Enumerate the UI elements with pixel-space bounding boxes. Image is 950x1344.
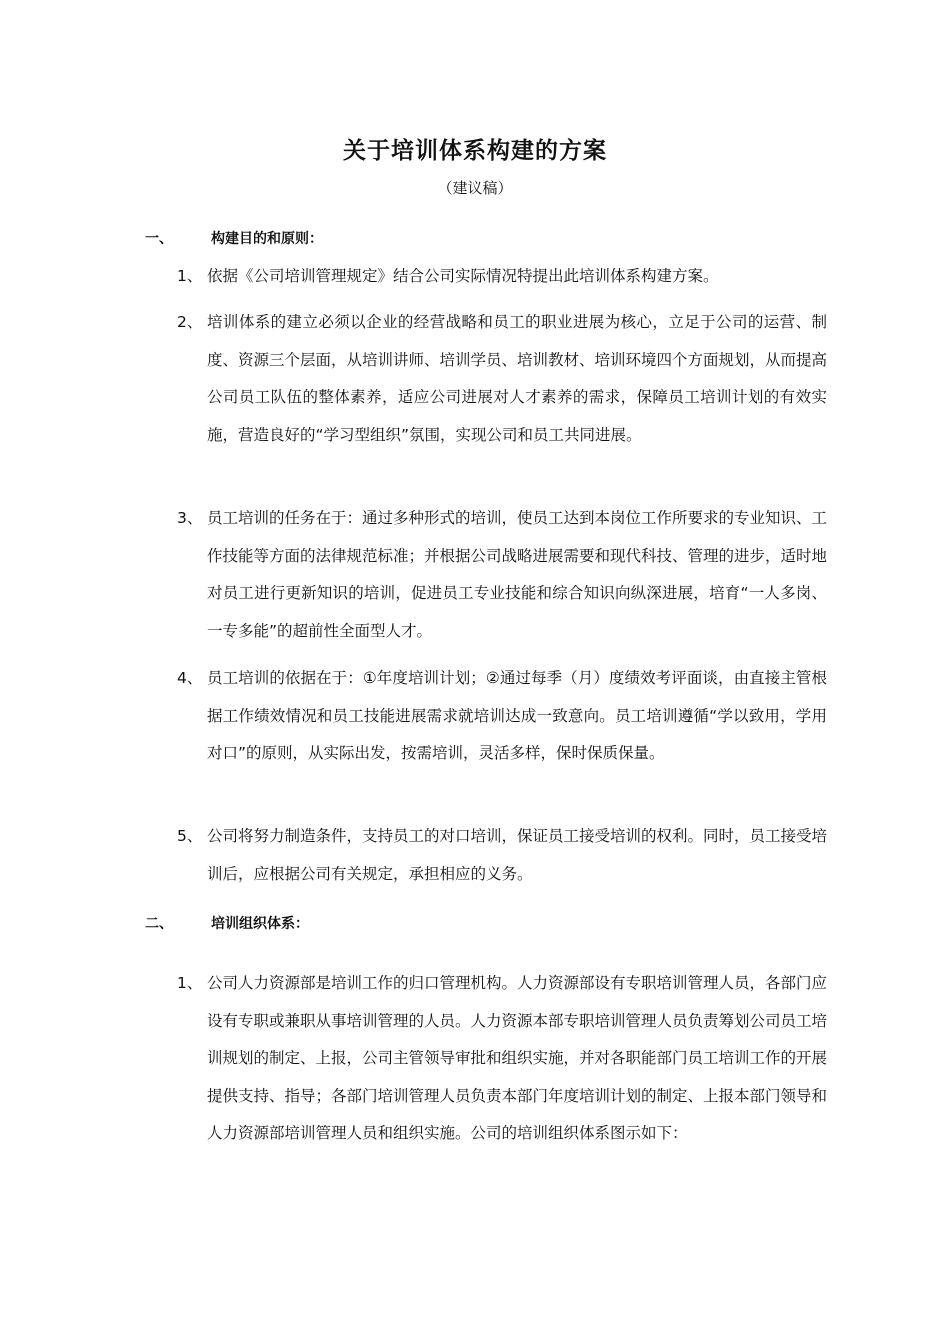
section-title: 构建目的和原则： bbox=[211, 231, 323, 247]
list-item bbox=[177, 660, 827, 773]
document-subtitle: （建议稿） bbox=[437, 179, 513, 197]
section-title: 培训组织体系： bbox=[211, 916, 309, 932]
item-number: 2、 bbox=[177, 313, 203, 331]
item-text: 公司将努力制造条件，支持员工的对口培训，保证员工接受培训的权利。同时，员工接受培训后，应根据公司有关规定，承担相应的义务。 bbox=[207, 827, 828, 883]
list-item bbox=[177, 500, 827, 650]
item-text: 公司人力资源部是培训工作的归口管理机构。人力资源部设有专职培训管理人员，各部门应设有专职或兼职从事培训管理的人员。人力资源本部专职培训管理人员负责筹划公司员工培训规划的制定、上报，公司主管领导审批和组织实施，并对各职能部门员工培训工作的开展提供支持、指导；各部门培训管理人员负责本部门年度培训计划的制定、上报本部门领导和人力资源部培训管理人员和组织实施。公司的培训组织体系图示如下： bbox=[207, 974, 828, 1142]
item-text: 员工培训的依据在于：①年度培训计划；②通过每季（月）度绩效考评面谈，由直接主管根据工作绩效情况和员工技能进展需求就培训达成一致意向。员工培训遵循“学以致用，学用对口”的原则，从实际出发，按需培训，灵活多样，保时保质保量。 bbox=[207, 669, 827, 762]
section-number: 二、 bbox=[145, 916, 173, 932]
section-number: 一、 bbox=[145, 231, 173, 247]
item-number: 1、 bbox=[177, 974, 203, 992]
list-item bbox=[177, 818, 827, 893]
section-heading-1 bbox=[145, 228, 323, 250]
list-item bbox=[177, 258, 827, 296]
item-number: 5、 bbox=[177, 827, 203, 845]
item-number: 4、 bbox=[177, 669, 203, 687]
list-item bbox=[177, 304, 827, 454]
item-number: 3、 bbox=[177, 509, 203, 527]
item-text: 员工培训的任务在于：通过多种形式的培训，使员工达到本岗位工作所要求的专业知识、工作技能等方面的法律规范标准；并根据公司战略进展需要和现代科技、管理的进步，适时地对员工进行更新知识的培训，促进员工专业技能和综合知识向纵深进展，培育“一人多岗、一专多能”的超前性全面型人才。 bbox=[207, 509, 828, 640]
item-text: 依据《公司培训管理规定》结合公司实际情况特提出此培训体系构建方案。 bbox=[207, 267, 719, 285]
list-item bbox=[177, 965, 827, 1153]
document-title: 关于培训体系构建的方案 bbox=[343, 138, 607, 164]
item-text: 培训体系的建立必须以企业的经营战略和员工的职业进展为核心，立足于公司的运营、制度、资源三个层面，从培训讲师、培训学员、培训教材、培训环境四个方面规划，从而提高公司员工队伍的整体素养，适应公司进展对人才素养的需求，保障员工培训计划的有效实施，营造良好的“学习型组织”氛围，实现公司和员工共同进展。 bbox=[207, 313, 828, 444]
item-number: 1、 bbox=[177, 267, 203, 285]
section-heading-2 bbox=[145, 913, 309, 935]
